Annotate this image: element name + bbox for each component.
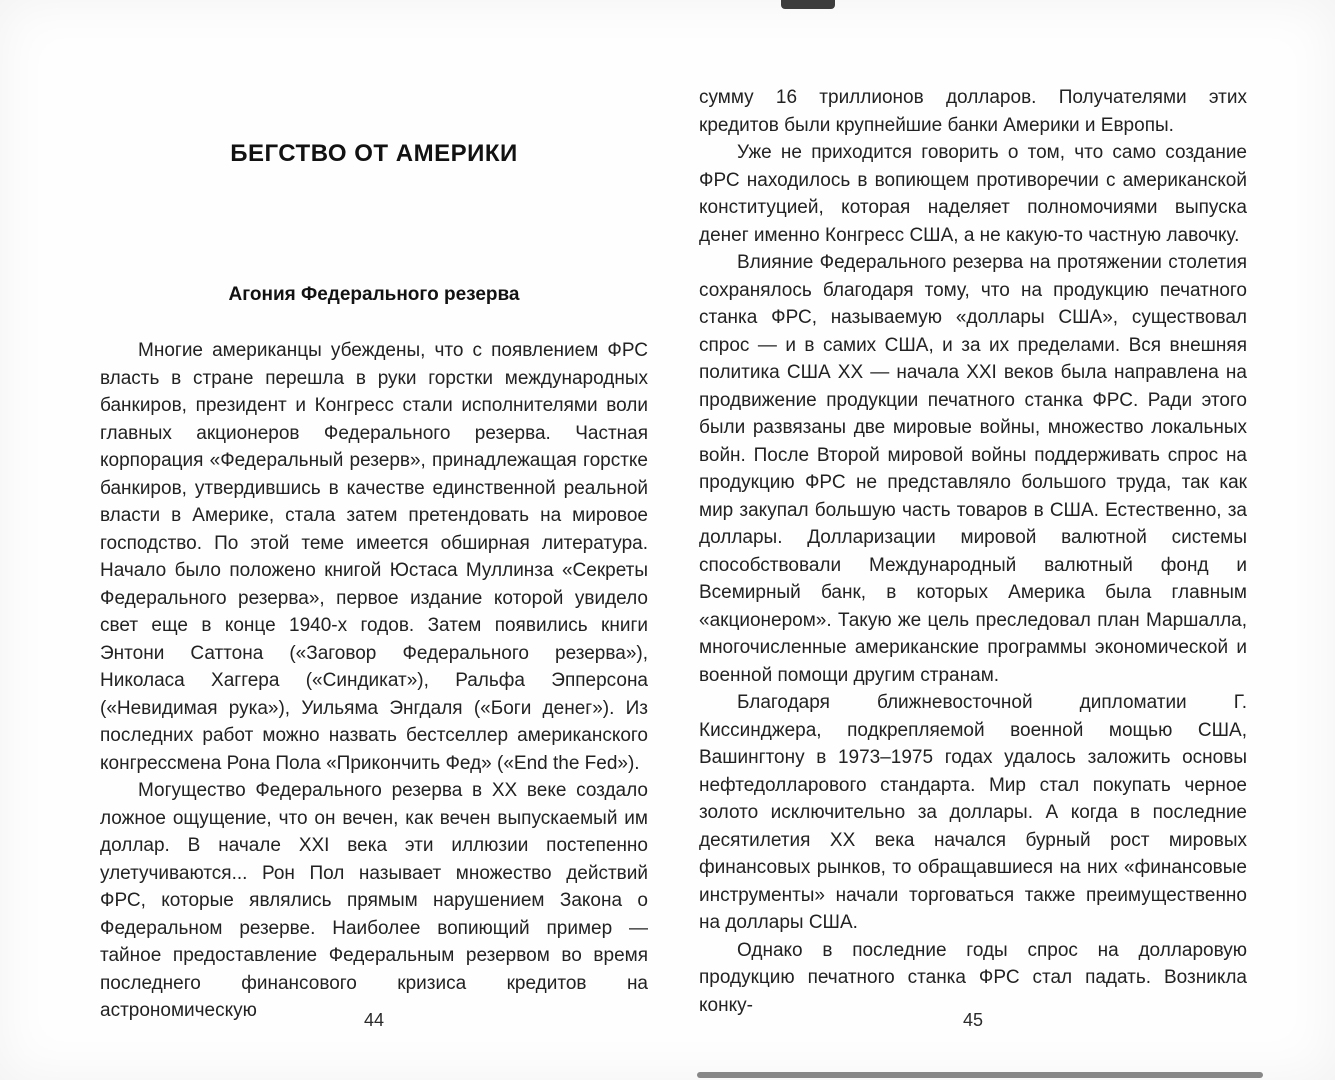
paragraph: Уже не приходится говорить о том, что само создание ФРС находилось в вопиющем противоречии с американской конституцией, которая наделяет полномочиями выпуска денег именно Конгресс США, а не какую-то частную лавочку. [699, 142, 1247, 246]
paragraph-continuation: сумму 16 триллионов долларов. Получателями этих кредитов были крупнейшие банки Америки и Европы. [699, 87, 1247, 136]
paragraph: Влияние Федерального резерва на протяжении столетия сохранялось благодаря тому, что на продукцию печатного станка ФРС, называемую «доллары США», существовал спрос — и в самих США, и за их пределами. Вся внешняя политика США XX — начала XXI веков была направлена на продвижение продукции печатного станка ФРС. Ради этого были развязаны две мировые войны, множество локальных войн. После Второй мировой войны поддерживать спрос на продукцию ФРС не представляло большого труда, так как мир закупал большую часть товаров в США. Естественно, за доллары. Долларизации мировой валютной системы способствовали Международный валютный фонд и Всемирный банк, в которых Америка была главным «акционером». Такую же цель преследовал план Маршалла, многочисленные американские программы экономической и военной помощи другим странам. [699, 252, 1247, 686]
right-page-body [699, 84, 1247, 1019]
paragraph: Благодаря ближневосточной дипломатии Г. Киссинджера, подкрепляемой военной мощью США, Вашингтону в 1973–1975 годах удалось заложить основы нефтедолларового стандарта. Мир стал покупать черное золото исключительно за доллары. А когда в последние десятилетия XX века начался бурный рост мировых финансовых рынков, то обращавшиеся на них «финансовые инструменты» начали торговаться также преимущественно на доллары США. [699, 692, 1247, 933]
page-right [699, 0, 1247, 1080]
chapter-title: БЕГСТВО ОТ АМЕРИКИ [230, 140, 518, 167]
paragraph: Многие американцы убеждены, что с появлением ФРС власть в стране перешла в руки горстки международных банкиров, президент и Конгресс стали исполнителями воли главных акционеров Федерального резерва. Частная корпорация «Федеральный резерв», принадлежащая горстке банкиров, утвердившись в качестве единственной реальной власти в Америке, стала затем претендовать на мировое господство. По этой теме имеется обширная литература. Начало было положено книгой Юстаса Муллинза «Секреты Федерального резерва», первое издание которой увидело свет еще в конце 1940-х годов. Затем появились книги Энтони Саттона («Заговор Федерального резерва»), Николаса Хаггера («Синдикат»), Ральфа Эпперсона («Невидимая рука»), Уильяма Энгдаля («Боги денег»). Из последних работ можно назвать бестселлер американского конгрессмена Рона Пола «Прикончить Фед» («End the Fed»). [100, 340, 648, 774]
page-left [100, 0, 648, 1080]
page-number-left: 44 [363, 1010, 385, 1030]
paragraph: Однако в последние годы спрос на долларовую продукцию печатного станка ФРС стал падать. Возникла конку- [699, 939, 1247, 1016]
paragraph: Могущество Федерального резерва в XX веке создало ложное ощущение, что он вечен, как вечен выпускаемый им доллар. В начале XXI века эти иллюзии постепенно улетучиваются... Рон Пол называет множество действий ФРС, которые являлись прямым нарушением Закона о Федеральном резерве. Наиболее вопиющий пример — тайное предоставление Федеральным резервом во время последнего финансового кризиса кредитов на астрономическую [100, 780, 648, 1021]
left-page-body [100, 337, 648, 1025]
section-heading: Агония Федерального резерва [228, 284, 520, 305]
page-number-right: 45 [962, 1010, 984, 1030]
